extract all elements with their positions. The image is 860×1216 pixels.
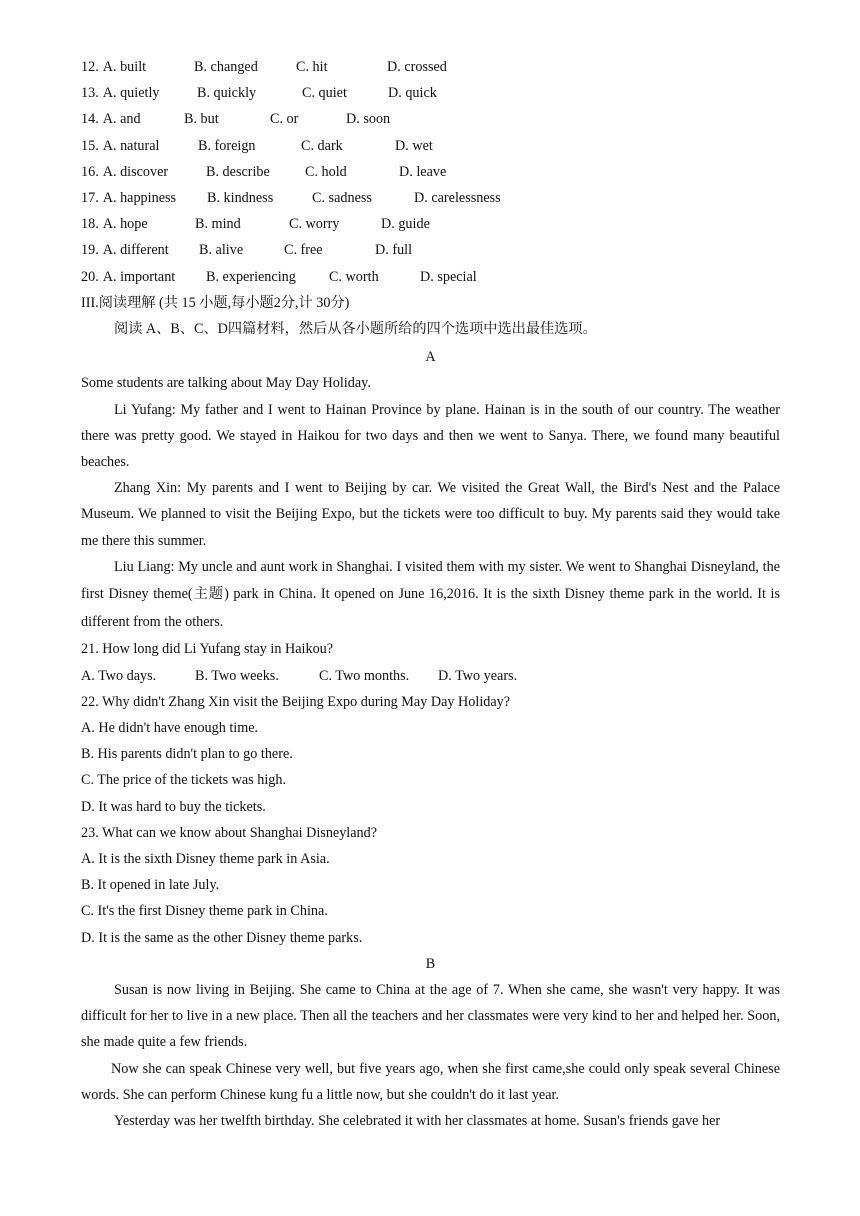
cloze-number-and-option-a [81,106,184,132]
cloze-option-c: C. dark [301,137,343,154]
passage-a-para-2: Zhang Xin: My parents and I went to Beijing by car. We visited the Great Wall, the Bird's Nest and the Palace Museum. We planned to visit the Beijing Expo, but the tickets were too difficult to buy. My parents said they would take me there this summer. [81,480,780,549]
question-22-stem: 22. Why didn't Zhang Xin visit the Beijing Expo during May Day Holiday? [81,693,511,710]
question-23-option-d: D. It is the same as the other Disney theme parks. [81,929,363,946]
cloze-number-and-option-a [81,159,206,185]
passage-a-para-1: Li Yufang: My father and I went to Hainan Province by plane. Hainan is in the south of our country. The weather there was pretty good. We stayed in Haikou for two days and then we went to Sanya. There, we found many beautiful beaches. [81,401,780,471]
passage-b-para-2: Now she can speak Chinese very well, but five years ago, when she first came,she could only speak several Chinese words. She can perform Chinese kung fu a little now, but she couldn't do it last year. [81,1060,780,1103]
cloze-option-b: B. foreign [198,137,256,154]
exam-page [81,54,780,1134]
question-22-option-d: D. It was hard to buy the tickets. [81,798,266,815]
question-23-stem: 23. What can we know about Shanghai Disneyland? [81,824,378,841]
cloze-option-d: D. guide [381,216,430,233]
passage-a-para-3: Liu Liang: My uncle and aunt work in Shanghai. I visited them with my sister. We went to Shanghai Disneyland, the first Disney theme(主题) park in China. It opened on June 16,2016. It is the sixth Disney theme park in the world. It is different from the others. [81,558,780,630]
cloze-option-b: B. kindness [207,190,274,207]
cloze-option-a: A. discover [102,163,169,180]
cloze-option-a: A. happiness [102,190,177,207]
cloze-option-c: C. worry [289,216,340,233]
section-instruction: 阅读 A、B、C、D四篇材料，然后从各小题所给的四个选项中选出最佳选项。 [114,321,597,338]
cloze-option-a: A. built [102,59,147,75]
cloze-option-d: D. leave [399,163,447,180]
cloze-option-c: C. sadness [312,190,372,207]
question-21-stem: 21. How long did Li Yufang stay in Haikou? [81,641,334,658]
cloze-option-c: C. worth [329,268,379,285]
cloze-number: 20. [81,268,99,285]
cloze-option-b: B. but [184,111,219,128]
passage-a-label: A [425,349,436,366]
cloze-option-a: A. hope [102,216,148,233]
cloze-number-and-option-a [81,54,194,80]
question-22-option-b: B. His parents didn't plan to go there. [81,746,293,763]
question-23-option-a: A. It is the sixth Disney theme park in Asia. [81,850,330,867]
cloze-option-b: B. changed [194,59,258,75]
cloze-number: 13. [81,85,99,102]
option-d: D. Two years. [438,667,518,684]
cloze-option-d: D. carelessness [414,190,501,207]
cloze-option-b: B. describe [206,163,270,180]
cloze-row-20 [81,264,780,290]
cloze-row-15 [81,133,780,159]
cloze-number-and-option-a [81,185,207,211]
cloze-number-and-option-a [81,264,206,290]
question-22-option-a: A. He didn't have enough time. [81,719,259,736]
cloze-option-d: D. soon [346,111,391,128]
cloze-number: 19. [81,242,99,259]
cloze-number-and-option-a [81,80,197,106]
cloze-option-a: A. and [102,111,141,128]
cloze-option-b: B. mind [195,216,241,233]
cloze-option-c: C. hit [296,59,328,75]
option-b: B. Two weeks. [195,667,279,684]
cloze-option-b: B. alive [199,242,244,259]
cloze-option-c: C. quiet [302,85,347,102]
cloze-option-a: A. different [102,242,169,259]
cloze-row-13 [81,80,780,106]
cloze-row-18 [81,211,780,237]
cloze-option-a: A. natural [102,137,160,154]
cloze-number: 14. [81,111,99,128]
cloze-row-19 [81,237,780,263]
cloze-option-c: C. hold [305,163,347,180]
cloze-option-d: D. full [375,242,413,259]
passage-a-intro: Some students are talking about May Day Holiday. [81,375,371,392]
question-22-option-c: C. The price of the tickets was high. [81,772,287,789]
option-c: C. Two months. [319,667,410,684]
passage-b-para-1: Susan is now living in Beijing. She came to China at the age of 7. When she came, she wasn't very happy. It was difficult for her to live in a new place. Then all the teachers and her classmates were very kind to her and helped her. Soon, she made quite a few friends. [81,982,780,1051]
question-21-options [81,663,780,689]
cloze-option-d: D. crossed [387,59,447,75]
cloze-option-a: A. important [102,268,176,285]
cloze-option-c: C. free [284,242,323,259]
question-23-option-b: B. It opened in late July. [81,877,220,894]
cloze-number: 18. [81,216,99,233]
section-title: III.阅读理解 (共 15 小题,每小题2分,计 30分) [81,294,350,311]
cloze-row-16 [81,159,780,185]
cloze-option-a: A. quietly [102,85,160,102]
cloze-option-c: C. or [270,111,299,128]
cloze-option-b: B. quickly [197,85,257,102]
cloze-row-14 [81,106,780,132]
passage-b-label: B [425,955,436,972]
cloze-option-b: B. experiencing [206,268,296,285]
cloze-number-and-option-a [81,133,198,159]
question-23-option-c: C. It's the first Disney theme park in China. [81,903,328,920]
cloze-row-12 [81,54,780,80]
cloze-option-d: D. wet [395,137,433,154]
cloze-number-and-option-a [81,237,199,263]
cloze-options [81,54,780,290]
option-a: A. Two days. [81,667,157,684]
cloze-number-and-option-a [81,211,195,237]
cloze-option-d: D. special [420,268,477,285]
passage-b-para-3: Yesterday was her twelfth birthday. She celebrated it with her classmates at home. Susan's friends gave her [114,1113,721,1130]
cloze-row-17 [81,185,780,211]
cloze-number: 17. [81,190,99,207]
cloze-number: 15. [81,137,99,154]
cloze-number: 16. [81,163,99,180]
cloze-option-d: D. quick [388,85,437,102]
cloze-number: 12. [81,59,99,75]
